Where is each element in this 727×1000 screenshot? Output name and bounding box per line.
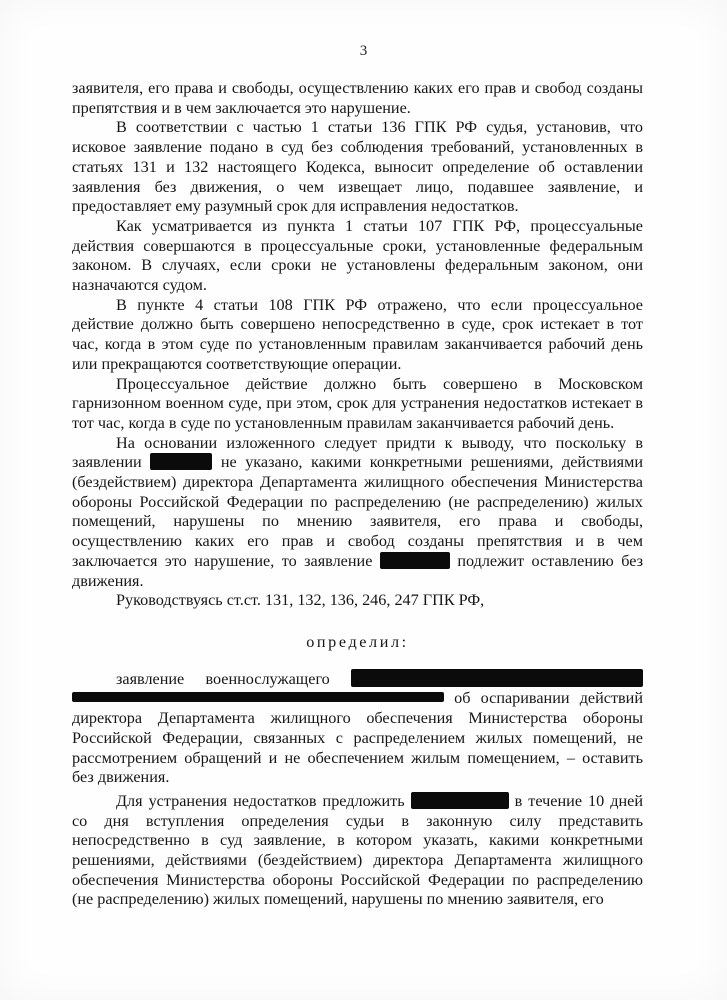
paragraph-remedy xyxy=(72,792,643,910)
document-body xyxy=(72,79,643,910)
paragraph-legal-basis: Руководствуясь ст.ст. 131, 132, 136, 246, 247 ГПК РФ, xyxy=(116,591,485,610)
paragraph-conclusion xyxy=(72,434,643,592)
decree-heading: определил: xyxy=(306,632,409,651)
decision-text-a: заявление военнослужащего xyxy=(116,669,330,688)
remedy-text-a: Для устранения недостатков предложить xyxy=(116,791,405,810)
conclusion-text-a: На основании изложенного следует придти к выводу, что поскольку в заявлении xyxy=(72,433,643,472)
redaction-mark xyxy=(380,552,450,569)
paragraph-continuation: заявителя, его права и свободы, осуществлению каких его прав и свобод созданы препятствия и в чем заключается это нарушение. xyxy=(72,79,643,117)
redaction-mark xyxy=(351,669,643,687)
redaction-mark xyxy=(72,692,444,702)
paragraph-decision xyxy=(72,669,643,788)
redaction-mark xyxy=(150,453,212,470)
paragraph-article-107: Как усматривается из пункта 1 статьи 107 ГПК РФ, процессуальные действия совершаются в процессуальные сроки, установленные федеральным законом. В случаях, если сроки не установлены федеральным законом, они назначаются судом. xyxy=(72,216,643,295)
paragraph-article-108: В пункте 4 статьи 108 ГПК РФ отражено, что если процессуальное действие должно быть совершено непосредственно в суде, срок истекает в тот час, когда в этом суде по установленным правилам заканчивается рабочий день или прекращаются соответствующие операции. xyxy=(72,295,643,373)
redaction-mark xyxy=(411,792,509,809)
page-number: 3 xyxy=(359,43,368,59)
remedy-text-b: в течение 10 дней со дня вступления определения судьи в законную силу представить непосредственно в суд заявление, в котором указать, какими конкретными решениями, действиями (бездействием) директора Департамента жилищного обеспечения Министерства обороны Российской Федерации по распределению (не распределению) жилых помещений, нарушены по мнению заявителя, его xyxy=(72,791,643,909)
paragraph-article-136: В соответствии с частью 1 статьи 136 ГПК РФ судья, установив, что исковое заявление подано в суд без соблюдения требований, установленных в статьях 131 и 132 настоящего Кодекса, выносит определение об оставлении заявления без движения, о чем извещает лицо, подавшее заявление, и предоставляет ему разумный срок для исправления недостатков. xyxy=(72,118,643,216)
decision-text-b: об оспаривании действий директора Департамента жилищного обеспечения Министерства обороны Российской Федерации, связанных с распределением жилых помещений, не рассмотрением обращений и не обеспечением жилым помещением, – оставить без движения. xyxy=(72,689,643,787)
conclusion-text-b: не указано, какими конкретными решениями, действиями (бездействием) директора Департамента жилищного обеспечения Министерства обороны Российской Федерации по распределению (не распределению) жилых помещений, нарушены по мнению заявителя, его права и свободы, осуществлению каких его прав и свобод созданы препятствия и в чем заключается это нарушение, то заявление xyxy=(72,453,644,570)
conclusion-text-c: подлежит оставлению без движения. xyxy=(72,551,643,590)
paragraph-moscow-court: Процессуальное действие должно быть совершено в Московском гарнизонном военном суде, при этом, срок для устранения недостатков истекает в тот час, когда в суде по установленным правилам заканчивается рабочий день. xyxy=(72,374,643,432)
